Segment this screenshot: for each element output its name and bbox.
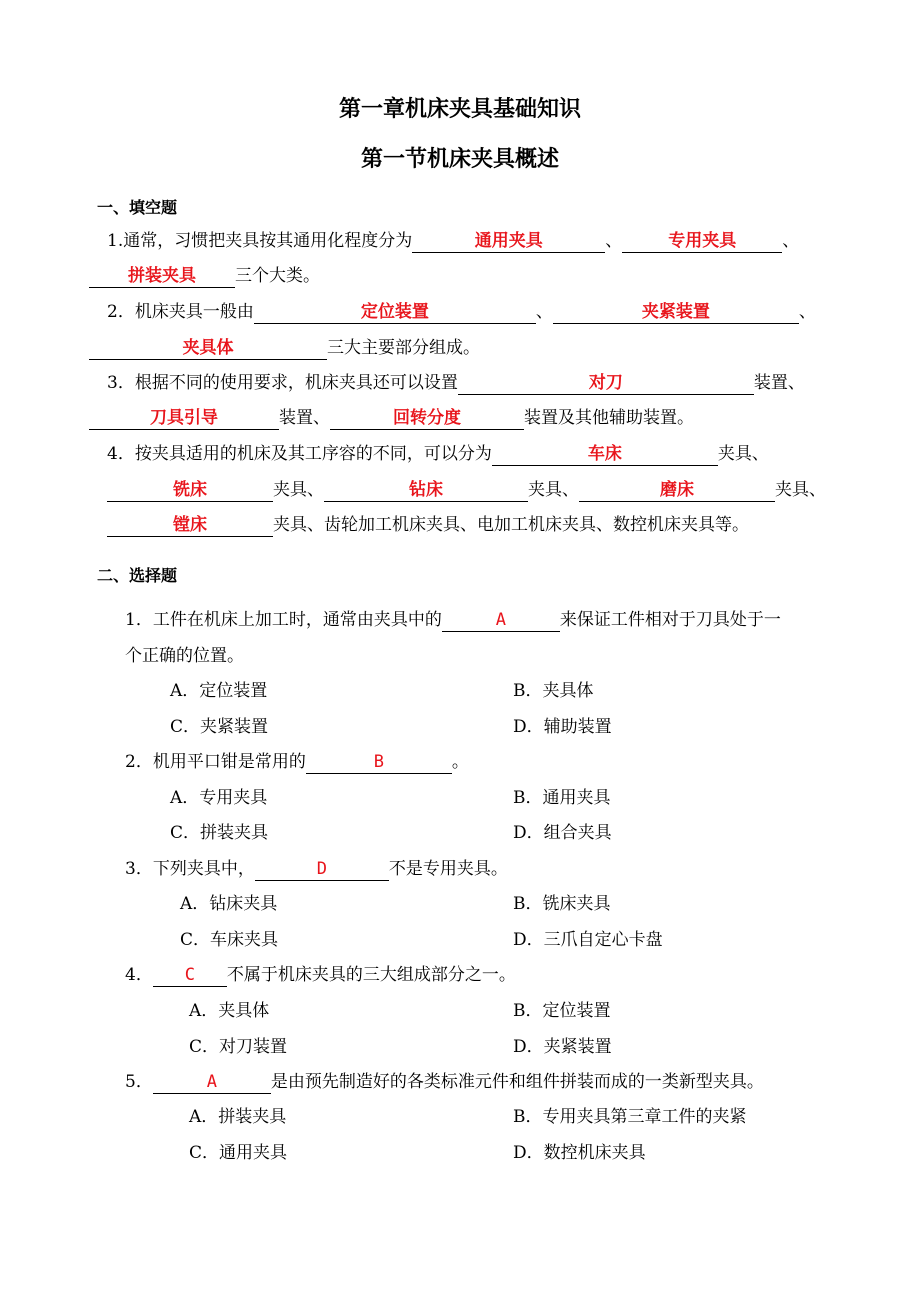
choice-q2-option-c: C．拼装夹具 (170, 823, 269, 843)
answer-blank: 钻床 (324, 479, 528, 502)
fill-q2-line1: 2．机床夹具一般由 定位装置 、 夹紧装置 、 (107, 302, 816, 322)
choice-q3-option-a: A．钻床夹具 (180, 894, 278, 914)
answer-blank: 对刀 (458, 372, 754, 395)
choice-q2-stem: 2．机用平口钳是常用的 B 。 (125, 752, 469, 772)
answer-blank: 定位装置 (254, 301, 536, 324)
choice-q1-stem: 1．工件在机床上加工时，通常由夹具中的 A 来保证工件相对于刀具处于一 (125, 610, 781, 630)
answer-blank: 刀具引导 (89, 407, 279, 430)
fill-q4-line1: 4．按夹具适用的机床及其工序容的不同，可以分为 车床 夹具、 (107, 444, 769, 464)
answer-blank: D (255, 858, 389, 881)
answer-blank: 镗床 (107, 514, 273, 537)
choice-q3-option-b: B．铣床夹具 (513, 894, 611, 914)
choice-q1-option-a: A．定位装置 (170, 681, 268, 701)
choice-q1-option-b: B．夹具体 (513, 681, 594, 701)
fill-q4-line2: 铣床 夹具、 钻床 夹具、 磨床 夹具、 (107, 478, 826, 502)
answer-blank: 通用夹具 (412, 230, 605, 253)
fill-q3-line1: 3．根据不同的使用要求，机床夹具还可以设置 对刀 装置、 (107, 373, 805, 393)
answer-blank: 夹紧装置 (553, 301, 799, 324)
answer-blank: 专用夹具 (622, 230, 782, 253)
fill-q1-line1: 1.通常，习惯把夹具按其通用化程度分为 通用夹具 、 专用夹具 、 (107, 231, 800, 251)
answer-blank: B (306, 751, 452, 774)
choice-q4-stem: 4． C 不属于机床夹具的三大组成部分之一。 (125, 965, 516, 985)
choice-q2-option-b: B．通用夹具 (513, 788, 611, 808)
choice-q5-option-c: C．通用夹具 (189, 1143, 288, 1163)
choice-q3-option-c: C．车床夹具 (180, 930, 279, 950)
choice-q3-stem: 3．下列夹具中， D 不是专用夹具。 (125, 859, 508, 879)
fill-heading: 一、填空题 (97, 198, 178, 217)
section-title: 第一节机床夹具概述 (360, 147, 559, 172)
choice-q3-option-d: D．三爪自定心卡盘 (513, 930, 663, 950)
answer-blank: A (153, 1071, 271, 1094)
answer-blank: 铣床 (107, 479, 273, 502)
choice-q1-option-c: C．夹紧装置 (170, 717, 269, 737)
answer-blank: 磨床 (579, 479, 775, 502)
answer-blank: 拼装夹具 (89, 265, 235, 288)
fill-q2-line2: 夹具体 三大主要部分组成。 (89, 336, 480, 360)
answer-blank: 车床 (492, 443, 718, 466)
choice-q4-option-a: A．夹具体 (189, 1001, 270, 1021)
choice-q1-stem-cont: 个正确的位置。 (125, 646, 244, 666)
choice-q5-option-d: D．数控机床夹具 (513, 1143, 646, 1163)
fill-q4-line3: 镗床 夹具、齿轮加工机床夹具、电加工机床夹具、数控机床夹具等。 (107, 513, 749, 537)
choice-q2-option-a: A．专用夹具 (170, 788, 268, 808)
choice-q4-option-d: D．夹紧装置 (513, 1037, 612, 1057)
choice-q5-stem: 5． A 是由预先制造好的各类标准元件和组件拼装而成的一类新型夹具。 (125, 1072, 764, 1092)
choice-q1-option-d: D．辅助装置 (513, 717, 612, 737)
answer-blank: A (442, 609, 560, 632)
choice-q4-option-b: B．定位装置 (513, 1001, 611, 1021)
choice-q4-option-c: C．对刀装置 (189, 1037, 288, 1057)
choice-q5-option-a: A．拼装夹具 (189, 1107, 287, 1127)
answer-blank: C (153, 964, 227, 987)
choice-heading: 二、选择题 (97, 566, 178, 585)
choice-q5-option-b: B．专用夹具第三章工件的夹紧 (513, 1107, 747, 1127)
chapter-title: 第一章机床夹具基础知识 (338, 97, 581, 122)
answer-blank: 夹具体 (89, 337, 327, 360)
choice-q2-option-d: D．组合夹具 (513, 823, 612, 843)
answer-blank: 回转分度 (330, 407, 524, 430)
fill-q3-line2: 刀具引导 装置、 回转分度 装置及其他辅助装置。 (89, 406, 694, 430)
fill-q1-line2: 拼装夹具 三个大类。 (89, 264, 320, 288)
